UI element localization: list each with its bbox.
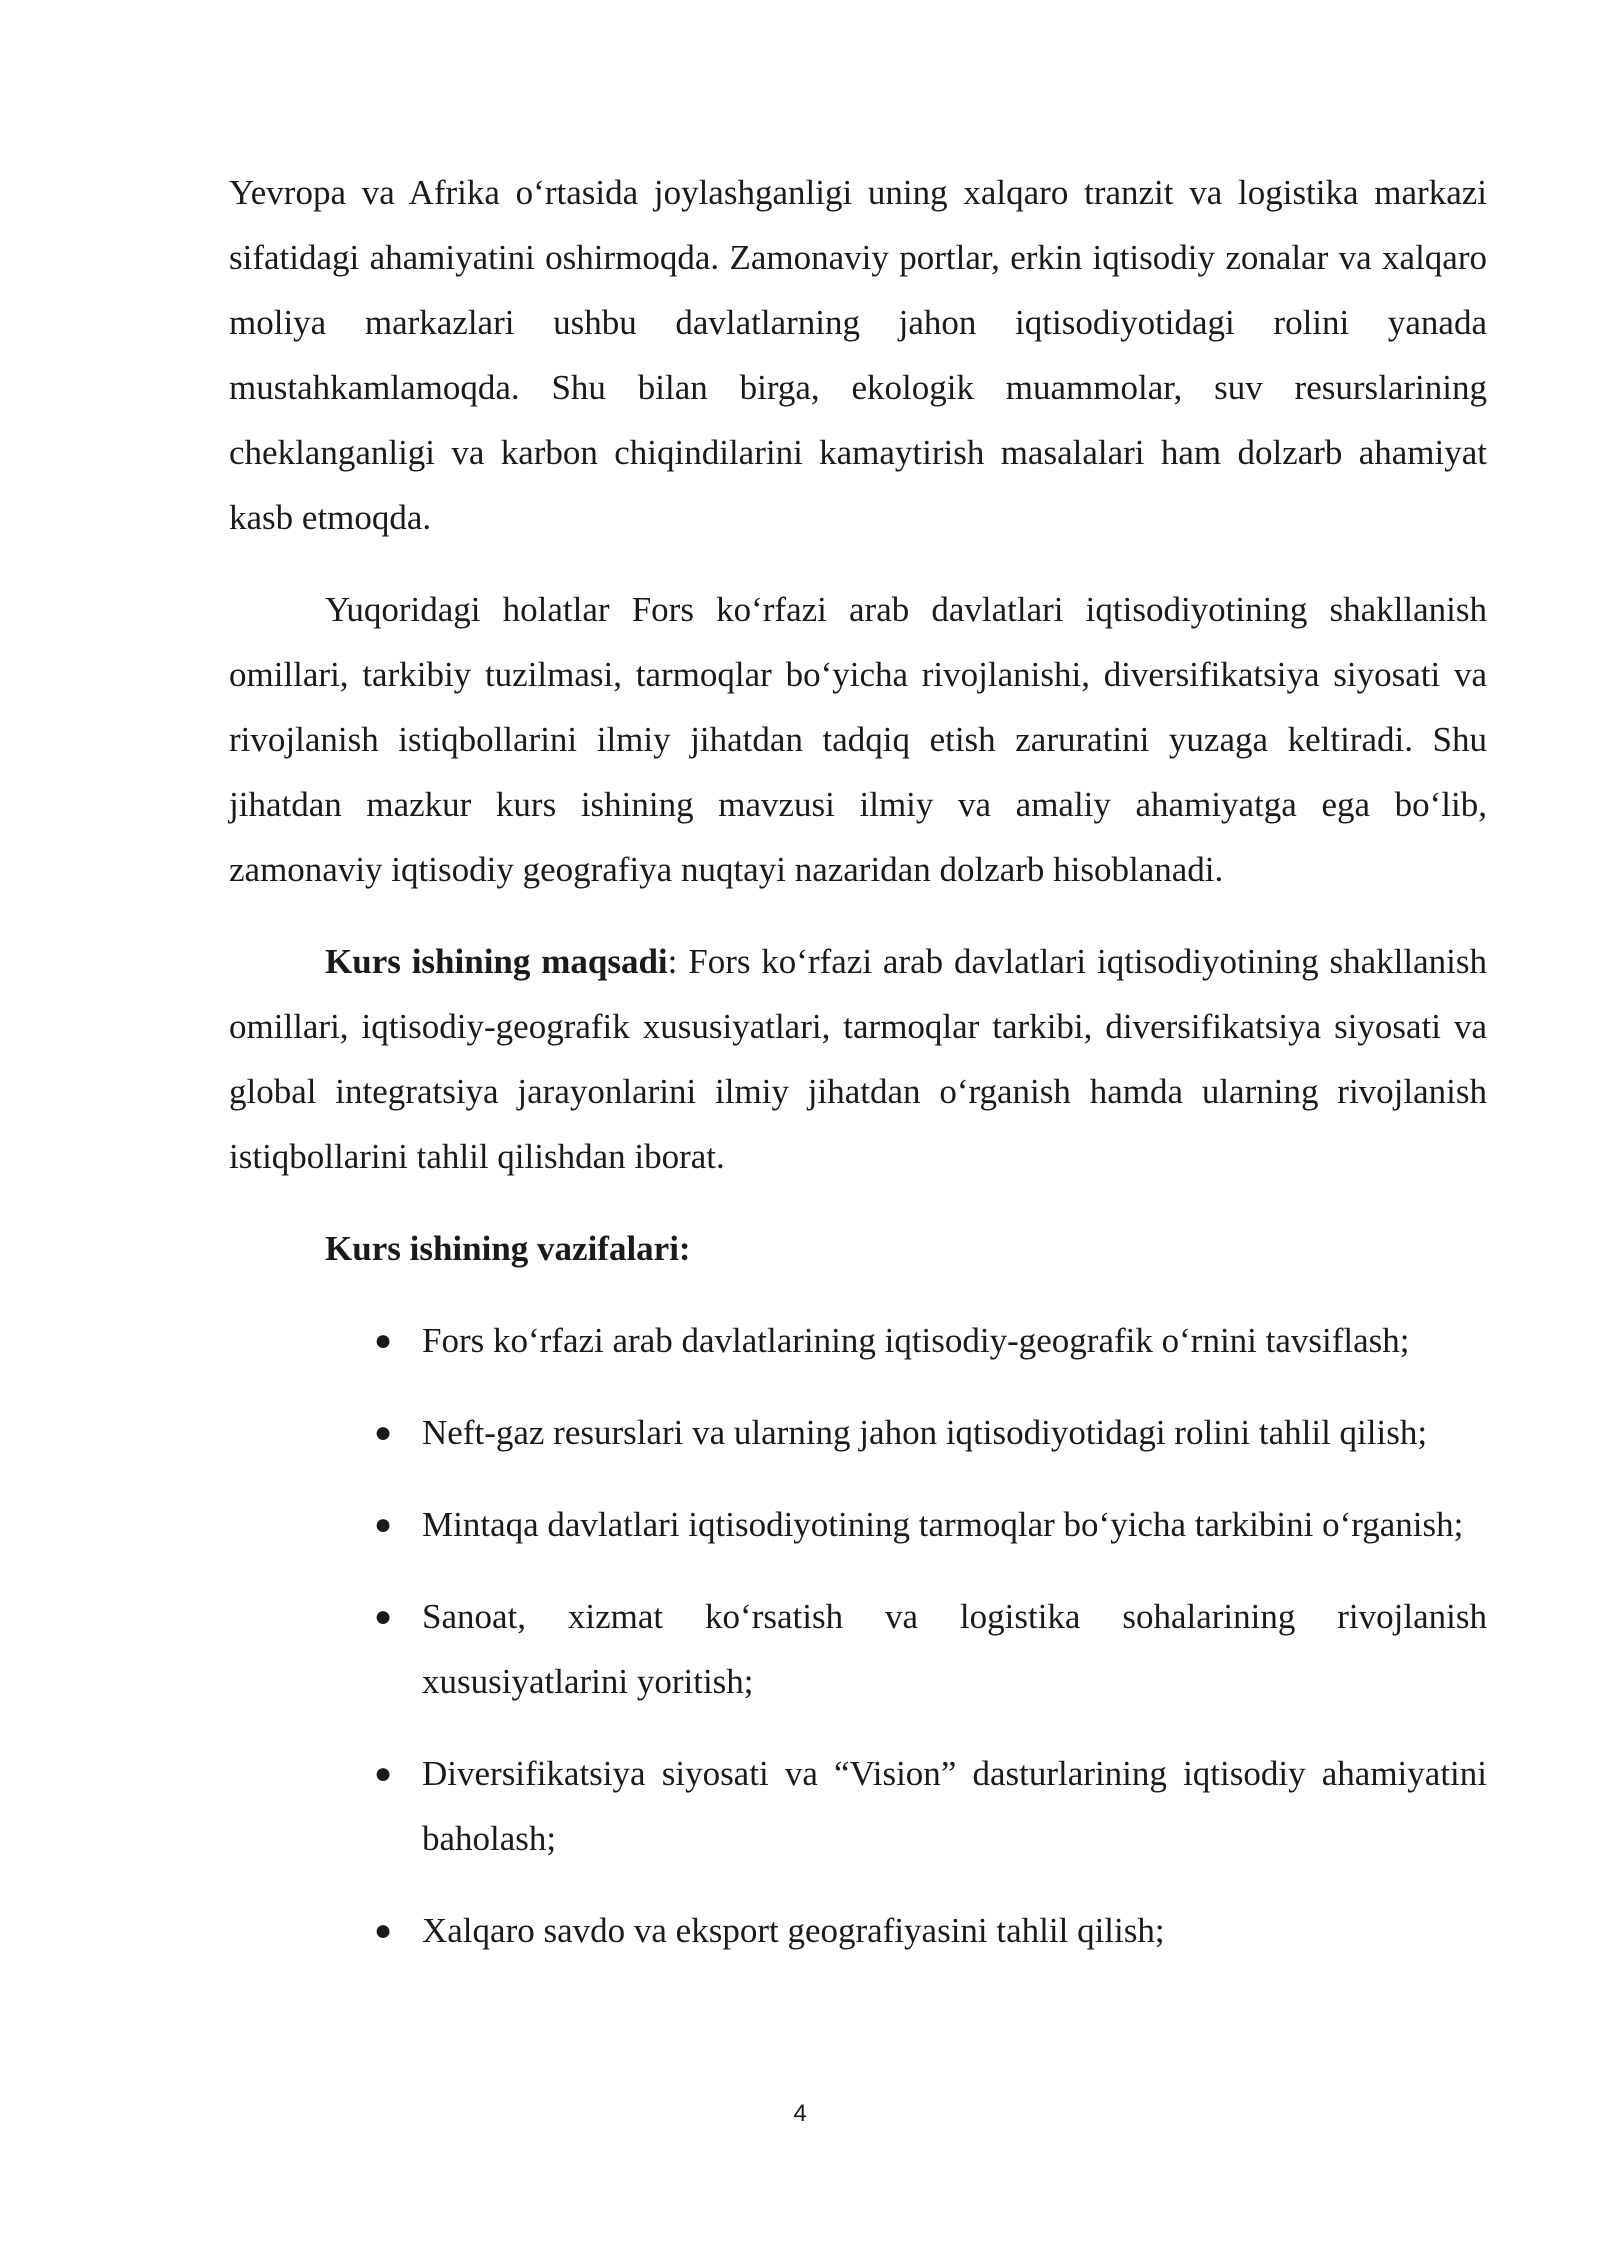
goal-text: : Fors ko‘rfazi arab davlatlari iqtisodiyotining shakllanish omillari, iqtisodiy-geografik xususiyatlari, tarmoqlar tarkibi, diversifikatsiya siyosati va global integratsiya jarayonlarini ilmiy jihatdan o‘rganish hamda ularning rivojlanish istiqbollarini tahlil qilishdan iborat. xyxy=(229,942,1487,1176)
paragraph-goal xyxy=(229,929,1487,1189)
list-item xyxy=(229,1492,1487,1557)
document-page xyxy=(229,160,1487,1990)
task-text: Xalqaro savdo va eksport geografiyasini tahlil qilish; xyxy=(422,1911,1165,1950)
paragraph-intro: Yevropa va Afrika o‘rtasida joylashganligi uning xalqaro tranzit va logistika markazi sifatidagi ahamiyatini oshirmoqda. Zamonaviy portlar, erkin iqtisodiy zonalar va xalqaro moliya markazlari ushbu davlatlarning jahon iqtisodiyotidagi rolini yanada mustahkamlamoqda. Shu bilan birga, ekologik muammolar, suv resurslarining cheklanganligi va karbon chiqindilarini kamaytirish masalalari ham dolzarb ahamiyat kasb etmoqda. xyxy=(229,173,1487,537)
list-item xyxy=(229,1898,1487,1963)
bullet-icon: ● xyxy=(374,1914,393,1947)
task-text: Diversifikatsiya siyosati va “Vision” dasturlarining iqtisodiy ahamiyatini baholash; xyxy=(422,1754,1487,1858)
task-text: Neft-gaz resurslari va ularning jahon iqtisodiyotidagi rolini tahlil qilish; xyxy=(422,1413,1428,1452)
bullet-icon: ● xyxy=(374,1324,393,1357)
paragraph-relevance: Yuqoridagi holatlar Fors ko‘rfazi arab davlatlari iqtisodiyotining shakllanish omillari, tarkibiy tuzilmasi, tarmoqlar bo‘yicha rivojlanishi, diversifikatsiya siyosati va rivojlanish istiqbollarini ilmiy jihatdan tadqiq etish zaruratini yuzaga keltiradi. Shu jihatdan mazkur kurs ishining mavzusi ilmiy va amaliy ahamiyatga ega bo‘lib, zamonaviy iqtisodiy geografiya nuqtayi nazaridan dolzarb hisoblanadi. xyxy=(229,590,1487,889)
bullet-icon: ● xyxy=(374,1757,393,1790)
list-item xyxy=(229,1741,1487,1871)
tasks-heading: Kurs ishining vazifalari: xyxy=(325,1229,691,1268)
bullet-icon: ● xyxy=(374,1508,393,1541)
list-item xyxy=(229,1584,1487,1714)
list-item xyxy=(229,1400,1487,1465)
goal-label: Kurs ishining maqsadi xyxy=(325,942,668,981)
bullet-icon: ● xyxy=(374,1416,393,1449)
page-number: 4 xyxy=(793,2100,807,2127)
task-text: Mintaqa davlatlari iqtisodiyotining tarmoqlar bo‘yicha tarkibini o‘rganish; xyxy=(422,1505,1464,1544)
task-text: Fors ko‘rfazi arab davlatlarining iqtisodiy-geografik o‘rnini tavsiflash; xyxy=(422,1321,1410,1360)
bullet-icon: ● xyxy=(374,1600,393,1633)
task-text: Sanoat, xizmat ko‘rsatish va logistika sohalarining rivojlanish xususiyatlarini yoritish; xyxy=(422,1597,1487,1701)
tasks-list xyxy=(229,1308,1487,1963)
list-item xyxy=(229,1308,1487,1373)
